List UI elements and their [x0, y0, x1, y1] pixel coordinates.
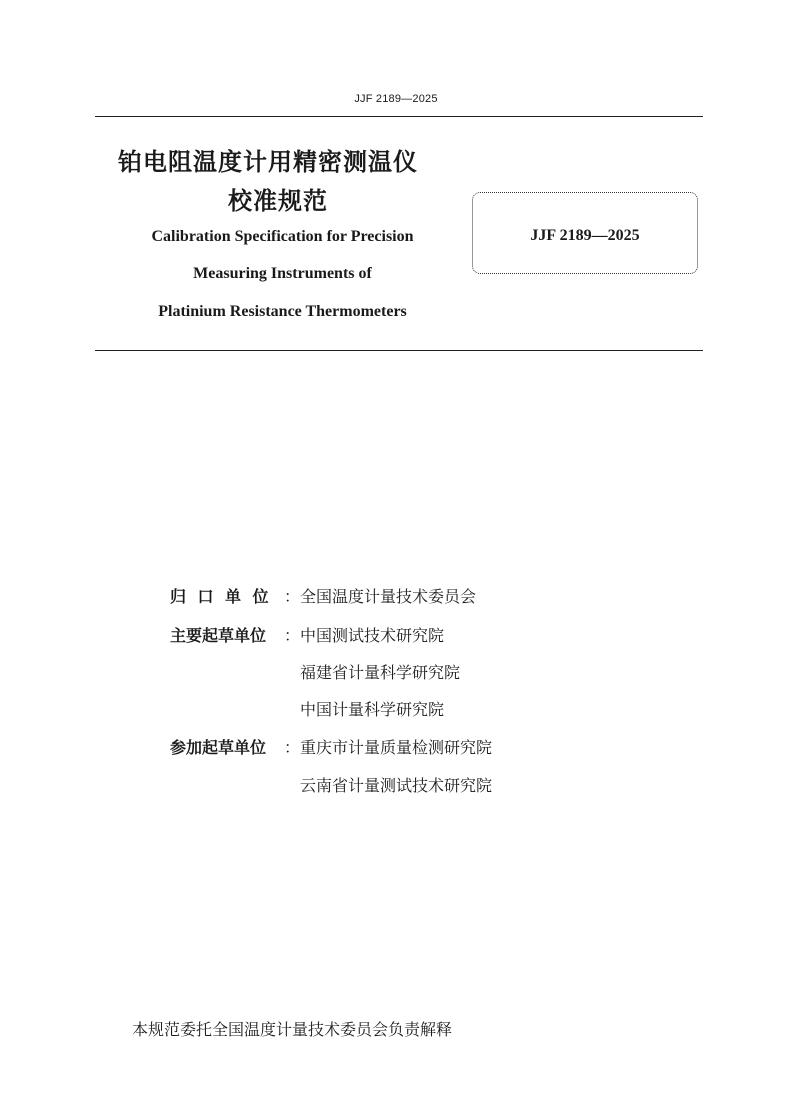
participant-item: 重庆市计量质量检测研究院: [300, 738, 493, 757]
title-english-line-1: Calibration Specification for Precision: [151, 228, 414, 245]
main-drafter-row: [0, 697, 792, 719]
participant-item: 云南省计量测试技术研究院: [300, 776, 493, 795]
title-english-line-3: Platinium Resistance Thermometers: [158, 303, 407, 320]
main-drafter-item: 中国测试技术研究院: [300, 626, 445, 645]
label-colon: ：: [284, 587, 301, 606]
standard-code-box: [472, 192, 698, 274]
header-standard-code: JJF 2189—2025: [354, 93, 438, 105]
responsible-unit-row: [0, 584, 792, 606]
participant-row: [0, 735, 792, 757]
code-box-text: JJF 2189—2025: [530, 227, 640, 244]
main-drafter-label: 主要起草单位: [170, 626, 267, 645]
label-colon: ：: [284, 626, 301, 645]
main-drafter-item: 福建省计量科学研究院: [300, 663, 461, 682]
main-drafter-row: [0, 660, 792, 682]
top-divider: [95, 116, 703, 117]
label-colon: ：: [284, 738, 301, 757]
responsible-unit-value: 全国温度计量技术委员会: [300, 587, 477, 606]
participant-row: [0, 773, 792, 795]
title-chinese-line-2: 校准规范: [228, 187, 328, 215]
interpretation-note: 本规范委托全国温度计量技术委员会负责解释: [132, 1020, 453, 1039]
main-drafter-item: 中国计量科学研究院: [300, 700, 445, 719]
responsible-unit-label: 归口单位: [170, 587, 281, 606]
title-chinese-line-1: 铂电阻温度计用精密测温仪: [118, 148, 418, 176]
middle-divider: [95, 350, 703, 351]
main-drafter-row: [0, 623, 792, 645]
participant-label: 参加起草单位: [170, 738, 267, 757]
title-english-line-2: Measuring Instruments of: [193, 265, 372, 282]
